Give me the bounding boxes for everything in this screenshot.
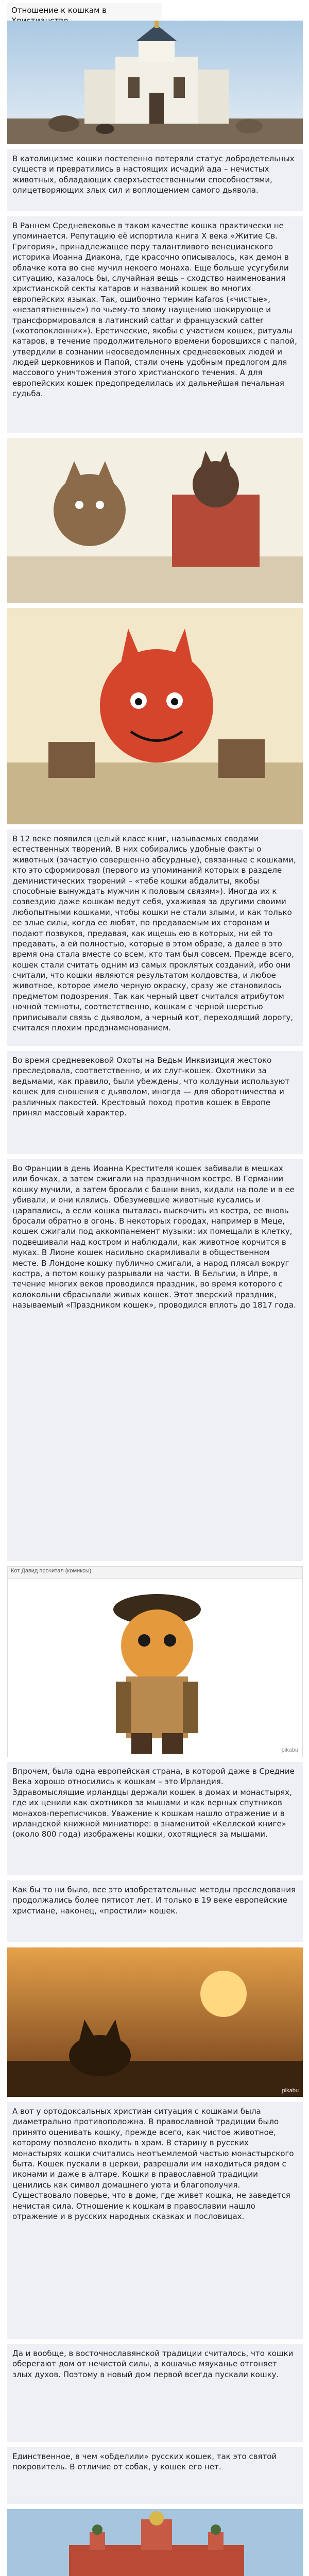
sunset-illustration <box>7 1947 303 2097</box>
paragraph-middle-ages <box>7 216 303 433</box>
devil-cat-image <box>7 608 303 824</box>
forum-screenshot <box>7 1566 303 1757</box>
paragraph-ireland <box>7 1762 303 1875</box>
paragraph-text: Во Франции в день Иоанна Крестителя кошек забивали в мешках или бочках, а затем сжигали на праздничном костре. В Германии кошку мучили, а затем бросали с башни вниз, кидали на поле и в ее убивали, и они клялись. Обезумевшие животные кусались и царапались, а если кошка пыталась выскочить из костра, ее вновь бросали обратно в огонь. В некоторых городах, например в Меце, кошек сжигали под аккомпанемент музыки: их помещали в клетку, подвешивали над костром и наблюдали, как животное корчится в муках. В Лионе кошек насильно скармливали в общественном месте. В Лондоне кошку публично сжигали, а народ плясал вокруг костра, а потом кошку разрывали на части. В Бельгии, в Ипре, в течение многих веков проводился праздник, во время которого с колокольни сбрасывали живых кошек. Этот зверский праздник, называемый «Праздником кошек», проводился вплоть до 1817 года. <box>12 1164 296 1310</box>
watermark-pikabu: pikabu <box>281 1747 298 1753</box>
watermark-pikabu: pikabu <box>282 2088 299 2094</box>
church-cats-image <box>7 21 303 144</box>
paragraph-text: В Раннем Средневековье в таком качестве кошка практически не упоминается. Репутацию её испортила книга X века «Житие Св. Григория», принадлежащее перу талантливого венецианского историка Иоанна Диакона, где красочно описывалось, как демон в облачке кота во сне мучил некоего монаха. Еще больше усугубили ситуацию, казалось бы, случайная вещь – сходство наименования христианской секты катаров и названий кошек во многих европейских языках. Так, ошибочно термин kafaros («чистые», «незапятненные») по чьему-то злому наущению шокирующе и трансформировался в латинский cattar и французский catter («котопоклонник»). Еретические, якобы с участием кошек, ритуалы катаров, в течение продолжительного времени боровшихся с папой, утвердили в сознании неосведомленных средневековых людей и людей церковников и Папой, стали очень удобным предлогом для массового уничтожения этого христианского течения. А для европейских кошек предопределилась их дальнейшая печальная судьба. <box>12 221 297 399</box>
paragraph-text: Да и вообще, в восточнославянской традиции считалось, что кошки оберегают дом от нечистой силы, а кошачье мяуканье отгоняет злых духов. Поэтому в новый дом первой всегда пускали кошку. <box>12 2349 294 2379</box>
monastery-image <box>7 2509 303 2576</box>
cartoon-illustration <box>7 438 303 603</box>
puss-in-boots-illustration <box>8 1579 302 1758</box>
paragraph-text: В католицизме кошки постепенно потеряли статус добродетельных существ и превратились в настоящих исчадий ада – нечистых животных, обладающих сверхъестественными способностями, олицетворяющих злых сил и воплощением самого дьявола. <box>12 154 295 195</box>
paragraph-catholic <box>7 149 303 211</box>
paragraph-text: Впрочем, была одна европейская страна, в которой даже в Средние Века хорошо относились к кошкам – это Ирландия. Здравомыслящие ирландцы держали кошек в домах и монастырях, где их ценили как охотников за мышами и как верных спутников монахов-переписчиков. Уважение к кошкам нашло отражение и в ирландской книжной миниатюре: в знаменитой «Келлской книге» (около 800 года) изображены кошки, охотящиеся за мышами. <box>12 1767 295 1839</box>
monastery-illustration <box>7 2509 303 2576</box>
paragraph-france <box>7 1159 303 1561</box>
paragraph-text: Единственное, в чем «обделили» русских кошек, так это святой покровитель. В отличие от собак, у кошек его нет. <box>12 2452 277 2472</box>
devil-cat-illustration <box>7 608 303 824</box>
paragraph-12th-century <box>7 829 303 1046</box>
paragraph-text: В 12 веке появился целый класс книг, называемых сводами естественных творений. В них собирались удобные факты о животных (зачастую совершенно абсурдные), связанные с кошками, кто это сформировал (первого из упоминаний которых в разделе деминистических творений – «тебе кошки абдалиты, якобы способные вынуждать мужчин к половым связям»). Иногда их к созвездию даже кошкам ведут себя, ухаживая за другими своими любопытными кошками, чтобы кошки не стали злыми, и как только ее злые силы, когда ее любят, по предаваемым их сторонам и подают позвуков, предавая, как ищешь ею в которых, ни ей то предавать, а ей полностью, которые в этом образе, а далее в это время она стала вместе со всем, кто там был совсем. Прежде всего, кошек стали считать одним из самых проклятых созданий, ибо они считали, что кошки являются результатом колдовства, и любое животное, которое имело черную окраску, сразу же становилось предметом подозрения. Так как черный цвет считался атрибутом ночной темноты, соответственно, кошкам с черной шерстью приписывали связь с дьяволом, а черный кот, переходящий дорогу, считался плохим предзнаменованием. <box>12 834 296 1033</box>
forum-header: Кот Давид прочитал (комиксы) <box>8 1567 302 1579</box>
paragraph-witch-hunt <box>7 1051 303 1154</box>
title-line-1: Отношение к кошкам в <box>11 6 107 15</box>
paragraph-text: Как бы то ни было, все это изобретательные методы преследования продолжались более пятисот лет. И только в 19 веке европейские христиане, наконец, «простили» кошек. <box>12 1885 296 1916</box>
church-illustration <box>7 21 303 144</box>
sunset-cat-image <box>7 1947 303 2097</box>
cartoon-cats-image <box>7 438 303 603</box>
paragraph-text: Во время средневековой Охоты на Ведьм Инквизиция жестоко преследовала, соответственно, и их слуг-кошек. Охотники за ведьмами, как правило, были убеждены, что колдуньи используют кошек для сношения с дьяволом, иногда — для оборотничества и различных пакостей. Крестовый поход против кошек в Европе принял массовый характер. <box>12 1056 290 1117</box>
paragraph-patron <box>7 2447 303 2504</box>
paragraph-text: А вот у ортодоксальных христиан ситуация с кошками была диаметрально противоположна. В православной традиции было принято оценивать кошку, прежде всего, как чистое животное, которому позволено входить в храм. В старину в русских монастырях кошки считались неотъемлемой частью монастырского быта. Кошек пускали в церкви, разрешали им находиться рядом с иконами и даже в алтаре. Кошки в православной традиции ценились как символ домашнего уюта и благополучия. Существовало поверье, что в доме, где живет кошка, не заведется нечистая сила. Отношение к кошкам в православии нашло отражение и в русских народных сказках и пословицах. <box>12 2107 294 2221</box>
paragraph-forgiven <box>7 1880 303 1942</box>
paragraph-orthodox <box>7 2102 303 2339</box>
paragraph-slavic <box>7 2344 303 2442</box>
